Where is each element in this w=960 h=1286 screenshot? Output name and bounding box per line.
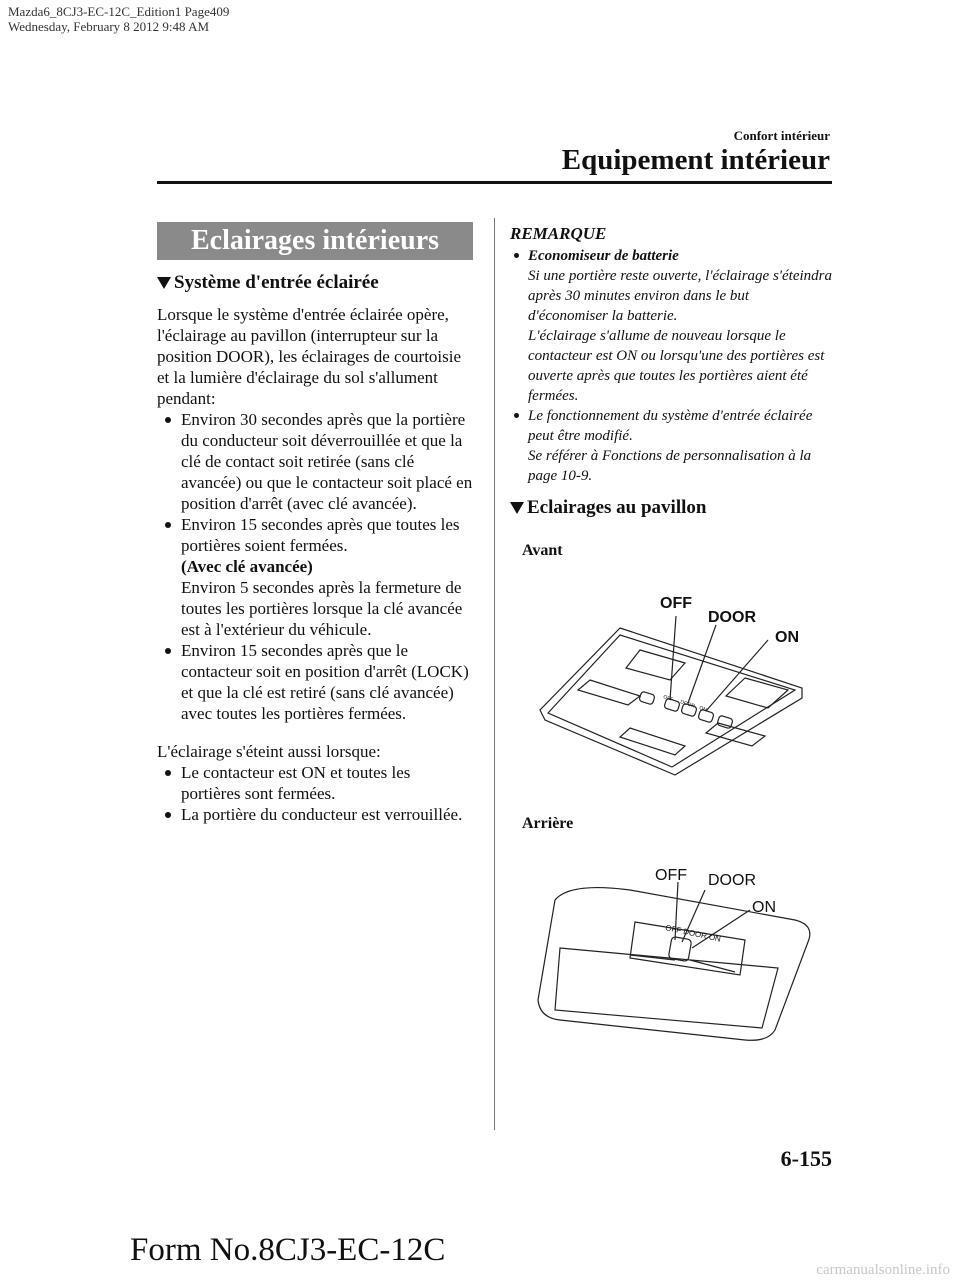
- left-column: [157, 222, 473, 825]
- front-switch-label-off: OFF: [662, 694, 674, 703]
- list-item-text: Environ 15 secondes après que toutes les portières soient fermées.: [181, 515, 460, 555]
- list-item: [510, 246, 832, 406]
- bullet-icon: [165, 648, 171, 654]
- on-leader-line: [706, 640, 768, 711]
- front-overhead-light-figure: [520, 580, 820, 780]
- list-item-text: La portière du conducteur est verrouillée.: [181, 805, 463, 824]
- bullet-icon: [165, 812, 171, 818]
- rear-door-callout: DOOR: [708, 872, 756, 889]
- on-conditions-list: [157, 409, 473, 724]
- front-switch-label-on: ON: [698, 705, 708, 714]
- rear-on-callout: ON: [752, 899, 776, 916]
- note-body: Le fonctionnement du système d'entrée éclairée peut être modifié.: [528, 408, 813, 444]
- bullet-icon: [165, 770, 171, 776]
- off-callout: OFF: [660, 595, 692, 612]
- front-side-button: [717, 715, 733, 729]
- rear-overhead-light-figure: [530, 860, 820, 1060]
- off-intro: L'éclairage s'éteint aussi lorsque:: [157, 742, 381, 761]
- list-item: [157, 804, 473, 825]
- subhead-text: Système d'entrée éclairée: [174, 272, 379, 293]
- note-title: Economiseur de batterie: [528, 248, 679, 264]
- form-number: Form No.8CJ3-EC-12C: [130, 1232, 446, 1268]
- rear-switch-text: OFF DOOR ON: [664, 923, 722, 944]
- front-switch-label-door: DOOR: [679, 699, 696, 710]
- off-conditions-list: [157, 762, 473, 825]
- section-title: Equipement intérieur: [561, 144, 830, 176]
- rear-lens: [555, 948, 778, 1028]
- list-item: [157, 762, 473, 804]
- page-number: 6-155: [780, 1146, 832, 1171]
- print-header-line1: Mazda6_8CJ3-EC-12C_Edition1 Page409: [8, 4, 230, 19]
- front-left-lens: [626, 650, 685, 680]
- front-left-grille: [578, 680, 640, 705]
- intro-paragraph: Lorsque le système d'entrée éclairée opère, l'éclairage au pavillon (interrupteur sur la position DOOR), les éclairages de courtoisie et la lumière d'éclairage du sol s'allument pendant:: [157, 305, 462, 408]
- list-item: [157, 640, 473, 724]
- on-callout: ON: [775, 629, 799, 646]
- list-item: [157, 514, 473, 640]
- front-side-button: [639, 691, 655, 705]
- right-column: [510, 222, 832, 486]
- spacer: [157, 724, 473, 741]
- print-header: [8, 4, 229, 34]
- site-watermark: carmanualsonline.info: [816, 1262, 950, 1278]
- subhead-overhead-lights: [510, 497, 706, 519]
- note-body: L'éclairage s'allume de nouveau lorsque le contacteur est ON ou lorsqu'une des portières est ouverte après que toutes les portières aient été fermées.: [528, 328, 825, 404]
- note-body: Si une portière reste ouverte, l'éclairage s'éteindra après 30 minutes environ dans le but d'économiser la batterie.: [528, 268, 832, 324]
- front-center-sensor: [620, 728, 685, 755]
- print-header-line2: Wednesday, February 8 2012 9:48 AM: [8, 19, 210, 34]
- sub-heading-advanced-key: (Avec clé avancée): [181, 557, 313, 576]
- rear-on-leader: [692, 910, 750, 948]
- list-item-text: Environ 15 secondes après que le contacteur soit en position d'arrêt (LOCK) et que la clé est retiré (sans clé avancée) avec toutes les portières fermées.: [181, 641, 469, 723]
- bullet-icon: [514, 413, 519, 418]
- bullet-icon: [165, 522, 171, 528]
- subhead-text: Eclairages au pavillon: [527, 497, 707, 518]
- figure-label-front: Avant: [522, 542, 563, 559]
- note-body: Se référer à Fonctions de personnalisation à la page 10-9.: [528, 448, 812, 484]
- subhead-illuminated-entry: [157, 272, 473, 294]
- header-rule: [157, 181, 832, 184]
- section-banner: Eclairages intérieurs: [157, 222, 473, 260]
- triangle-bullet-icon: [157, 277, 171, 289]
- bullet-icon: [514, 253, 519, 258]
- rear-off-callout: OFF: [655, 867, 687, 884]
- sub-text-advanced-key: Environ 5 secondes après la fermeture de toutes les portières lorsque la clé avancée est à l'extérieur du véhicule.: [181, 578, 463, 639]
- door-callout: DOOR: [708, 609, 756, 626]
- section-category: Confort intérieur: [733, 128, 830, 143]
- list-item-text: Le contacteur est ON et toutes les portières sont fermées.: [181, 763, 411, 803]
- off-leader-line: [670, 616, 676, 700]
- triangle-bullet-icon: [510, 502, 524, 514]
- figure-label-rear: Arrière: [522, 815, 574, 832]
- front-right-lens: [726, 678, 788, 708]
- list-item: [157, 409, 473, 514]
- remarque-title: REMARQUE: [510, 224, 607, 243]
- bullet-icon: [165, 417, 171, 423]
- list-item-text: Environ 30 secondes après que la portière du conducteur soit déverrouillée et que la clé de contact soit retirée (sans clé avancée) ou que le contacteur soit placé en position d'arrêt (avec clé avancée).: [181, 410, 473, 513]
- list-item: [510, 406, 832, 486]
- remarque-list: [510, 246, 832, 486]
- column-divider: [494, 218, 495, 1130]
